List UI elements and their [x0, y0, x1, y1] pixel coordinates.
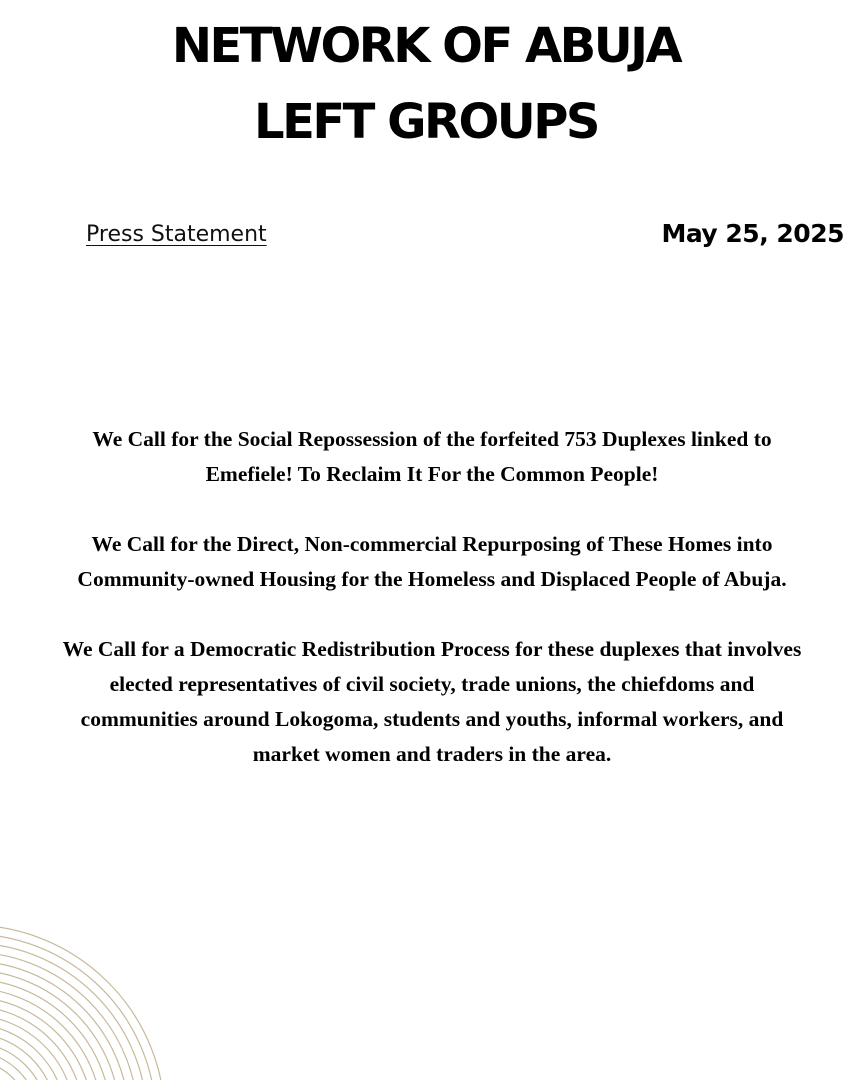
- demand-paragraph-3: [0, 632, 864, 772]
- statement-date: May 25, 2025: [661, 219, 844, 248]
- demand-1-line-2: Emefiele! To Reclaim It For the Common People!: [205, 462, 659, 486]
- ornament-arc: [0, 1042, 48, 1080]
- demand-3-line-2: elected representatives of civil society, trade unions, the chiefdoms and: [109, 672, 755, 696]
- page-title: [0, 8, 852, 160]
- press-statement-label: Press Statement: [86, 222, 267, 247]
- ornament-arc: [0, 970, 120, 1080]
- ornament-arc: [0, 925, 165, 1080]
- demand-2-line-2: Community-owned Housing for the Homeless and Displaced People of Abuja.: [77, 567, 787, 591]
- demand-3-line-3: communities around Lokogoma, students and youths, informal workers, and: [80, 707, 784, 731]
- ornament-arc: [0, 988, 102, 1080]
- demand-3-line-4: market women and traders in the area.: [252, 742, 612, 766]
- ornament-arc: [0, 1015, 75, 1080]
- demand-paragraph-1: [0, 422, 864, 492]
- ornament-arc: [0, 1060, 30, 1080]
- corner-arc-ornament: [0, 920, 180, 1080]
- ornament-arc: [0, 1033, 57, 1080]
- demand-paragraph-2: [0, 527, 864, 597]
- demand-3-line-1: We Call for a Democratic Redistribution Process for these duplexes that involves: [62, 637, 802, 661]
- demand-2-line-1: We Call for the Direct, Non-commercial Repurposing of These Homes into: [91, 532, 773, 556]
- title-line-2: LEFT GROUPS: [253, 94, 598, 150]
- ornament-arc: [0, 934, 156, 1080]
- ornament-arc: [0, 1051, 39, 1080]
- demand-1-line-1: We Call for the Social Repossession of the forfeited 753 Duplexes linked to: [92, 427, 772, 451]
- title-line-1: NETWORK OF ABUJA: [171, 18, 681, 74]
- statement-body: [0, 422, 864, 807]
